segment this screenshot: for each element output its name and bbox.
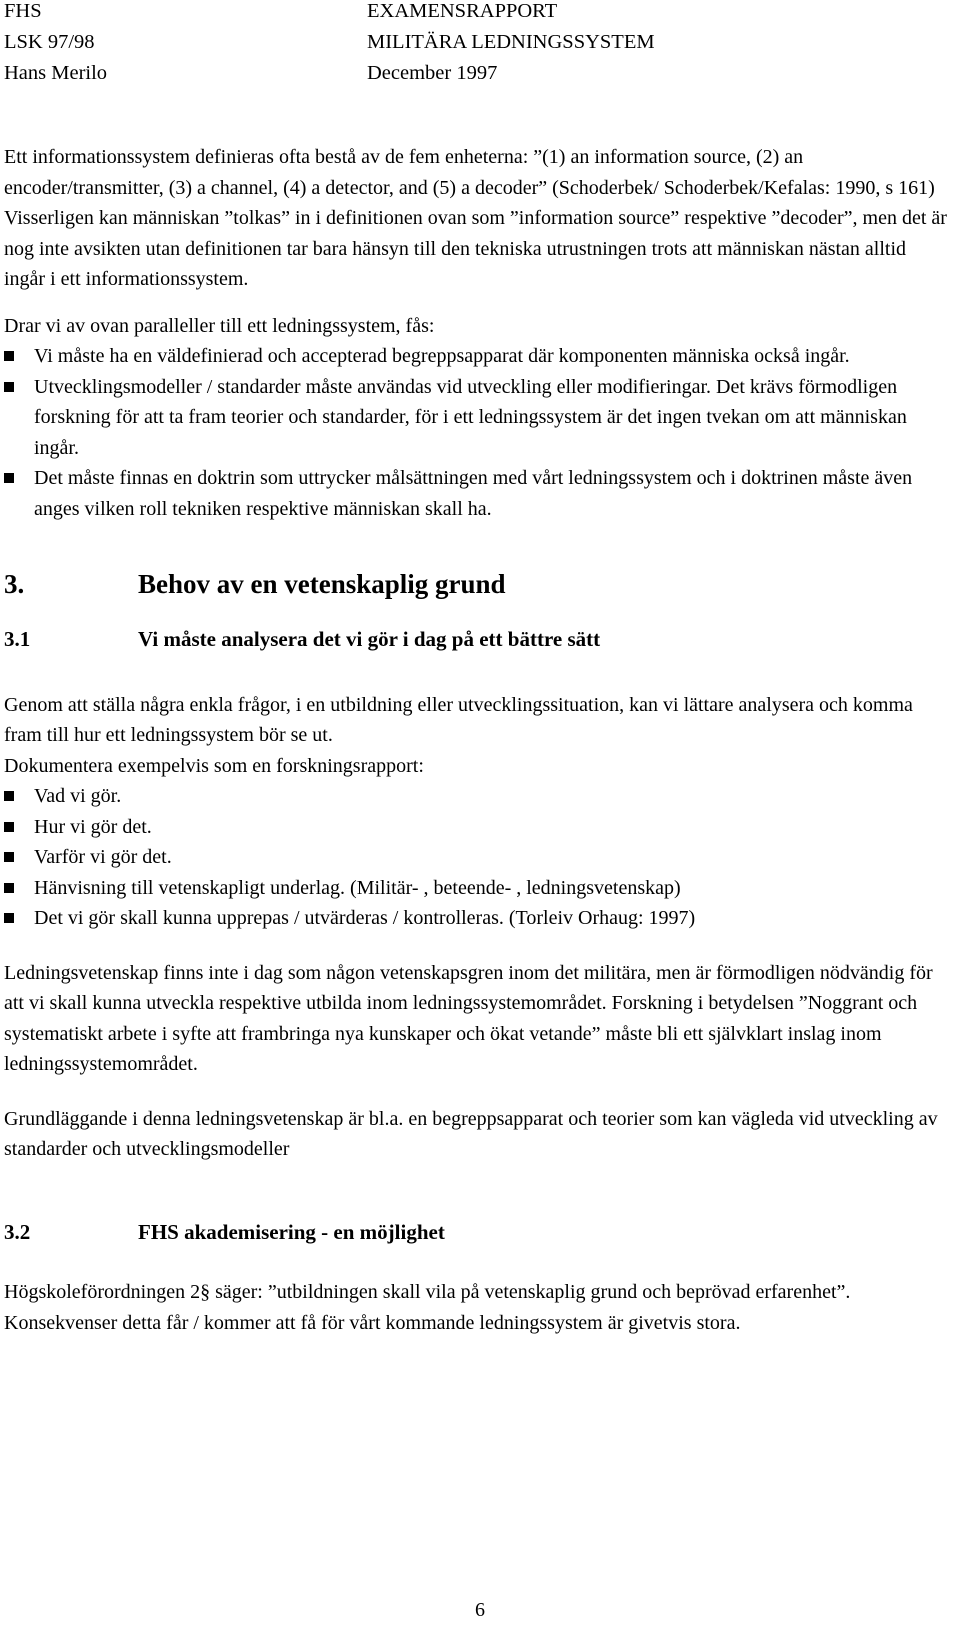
list-item: Det vi gör skall kunna upprepas / utvärderas / kontrolleras. (Torleiv Orhaug: 1997) bbox=[4, 903, 948, 934]
header-doc-title: MILITÄRA LEDNINGSSYSTEM bbox=[367, 31, 655, 53]
header-doc-type: EXAMENSRAPPORT bbox=[367, 0, 558, 22]
paragraph: Högskoleförordningen 2§ säger: ”utbildningen skall vila på vetenskaplig grund och beprövad erfarenhet”. Konsekvenser detta får / kommer att få för vårt kommande ledningssystem är givetvis stora. bbox=[4, 1281, 851, 1334]
header-author: Hans Merilo bbox=[4, 62, 108, 84]
paragraph: Drar vi av ovan paralleller till ett ledningssystem, fås: bbox=[4, 314, 435, 337]
paragraph: Ledningsvetenskap finns inte i dag som någon vetenskapsgren inom det militära, men är förmodligen nödvändig för att vi skall kunna utveckla respektive utbilda inom ledningssystemområdet. Forskning i betydelsen ”Noggrant och systematiskt arbete i syfte att frambringa nya kunskaper och ökat vetande” måste bli ett självklart inslag inom ledningssystemområdet. bbox=[4, 961, 933, 1075]
bullet-list bbox=[4, 781, 948, 934]
section-number: 3. bbox=[4, 569, 25, 599]
list-item: Utvecklingsmodeller / standarder måste användas vid utveckling eller modifieringar. Det krävs förmodligen forskning för att ta fram teorier och standarder, för i ett ledningssystem är det ingen tvekan om att människan ingår. bbox=[4, 372, 948, 464]
page-body bbox=[4, 142, 948, 1338]
paragraph: Genom att ställa några enkla frågor, i en utbildning eller utvecklingssituation, kan vi lättare analysera och komma fram till hur ett ledningssystem bör se ut. bbox=[4, 693, 913, 746]
paragraph: Visserligen kan människan ”tolkas” in i definitionen ovan som ”information source” respektive ”decoder”, men det är nog inte avsikten utan definitionen tar bara hänsyn till den tekniska utrustningen trots att människan nästan alltid ingår i ett informationssystem. bbox=[4, 207, 947, 290]
bullet-list bbox=[4, 341, 948, 524]
section-title: FHS akademisering - en möjlighet bbox=[138, 1219, 445, 1244]
section-number: 3.2 bbox=[4, 1219, 31, 1244]
list-item: Vad vi gör. bbox=[4, 781, 948, 812]
paragraph: Dokumentera exempelvis som en forskningsrapport: bbox=[4, 754, 424, 777]
list-item: Hänvisning till vetenskapligt underlag. (Militär- , beteende- , ledningsvetenskap) bbox=[4, 873, 948, 904]
section-title: Vi måste analysera det vi gör i dag på ett bättre sätt bbox=[138, 627, 601, 651]
paragraph: Grundläggande i denna ledningsvetenskap är bl.a. en begreppsapparat och teorier som kan vägleda vid utveckling av standarder och utvecklingsmodeller bbox=[4, 1107, 938, 1160]
list-item: Varför vi gör det. bbox=[4, 842, 948, 873]
paragraph: Ett informationssystem definieras ofta bestå av de fem enheterna: ”(1) an information source, (2) an encoder/transmitter, (3) a channel, (4) a detector, and (5) a decoder” (Schoderbek/ Schoderbek/Kefalas: 1990, s 161) bbox=[4, 146, 935, 199]
section-number: 3.1 bbox=[4, 627, 31, 651]
header-org: FHS bbox=[4, 0, 42, 22]
header-date: December 1997 bbox=[367, 62, 498, 84]
list-item: Hur vi gör det. bbox=[4, 812, 948, 843]
header-course: LSK 97/98 bbox=[4, 31, 95, 53]
section-title: Behov av en vetenskaplig grund bbox=[138, 569, 506, 599]
page-number: 6 bbox=[475, 1599, 485, 1621]
subsection-heading bbox=[4, 1217, 948, 1248]
list-item: Det måste finnas en doktrin som uttrycker målsättningen med vårt ledningssystem och i doktrinen måste även anges vilken roll tekniken respektive människan skall ha. bbox=[4, 463, 948, 524]
subsection-heading bbox=[4, 624, 948, 655]
list-item: Vi måste ha en väldefinierad och accepterad begreppsapparat där komponenten människa också ingår. bbox=[4, 341, 948, 372]
section-heading bbox=[4, 564, 948, 604]
page-header bbox=[4, 0, 944, 89]
